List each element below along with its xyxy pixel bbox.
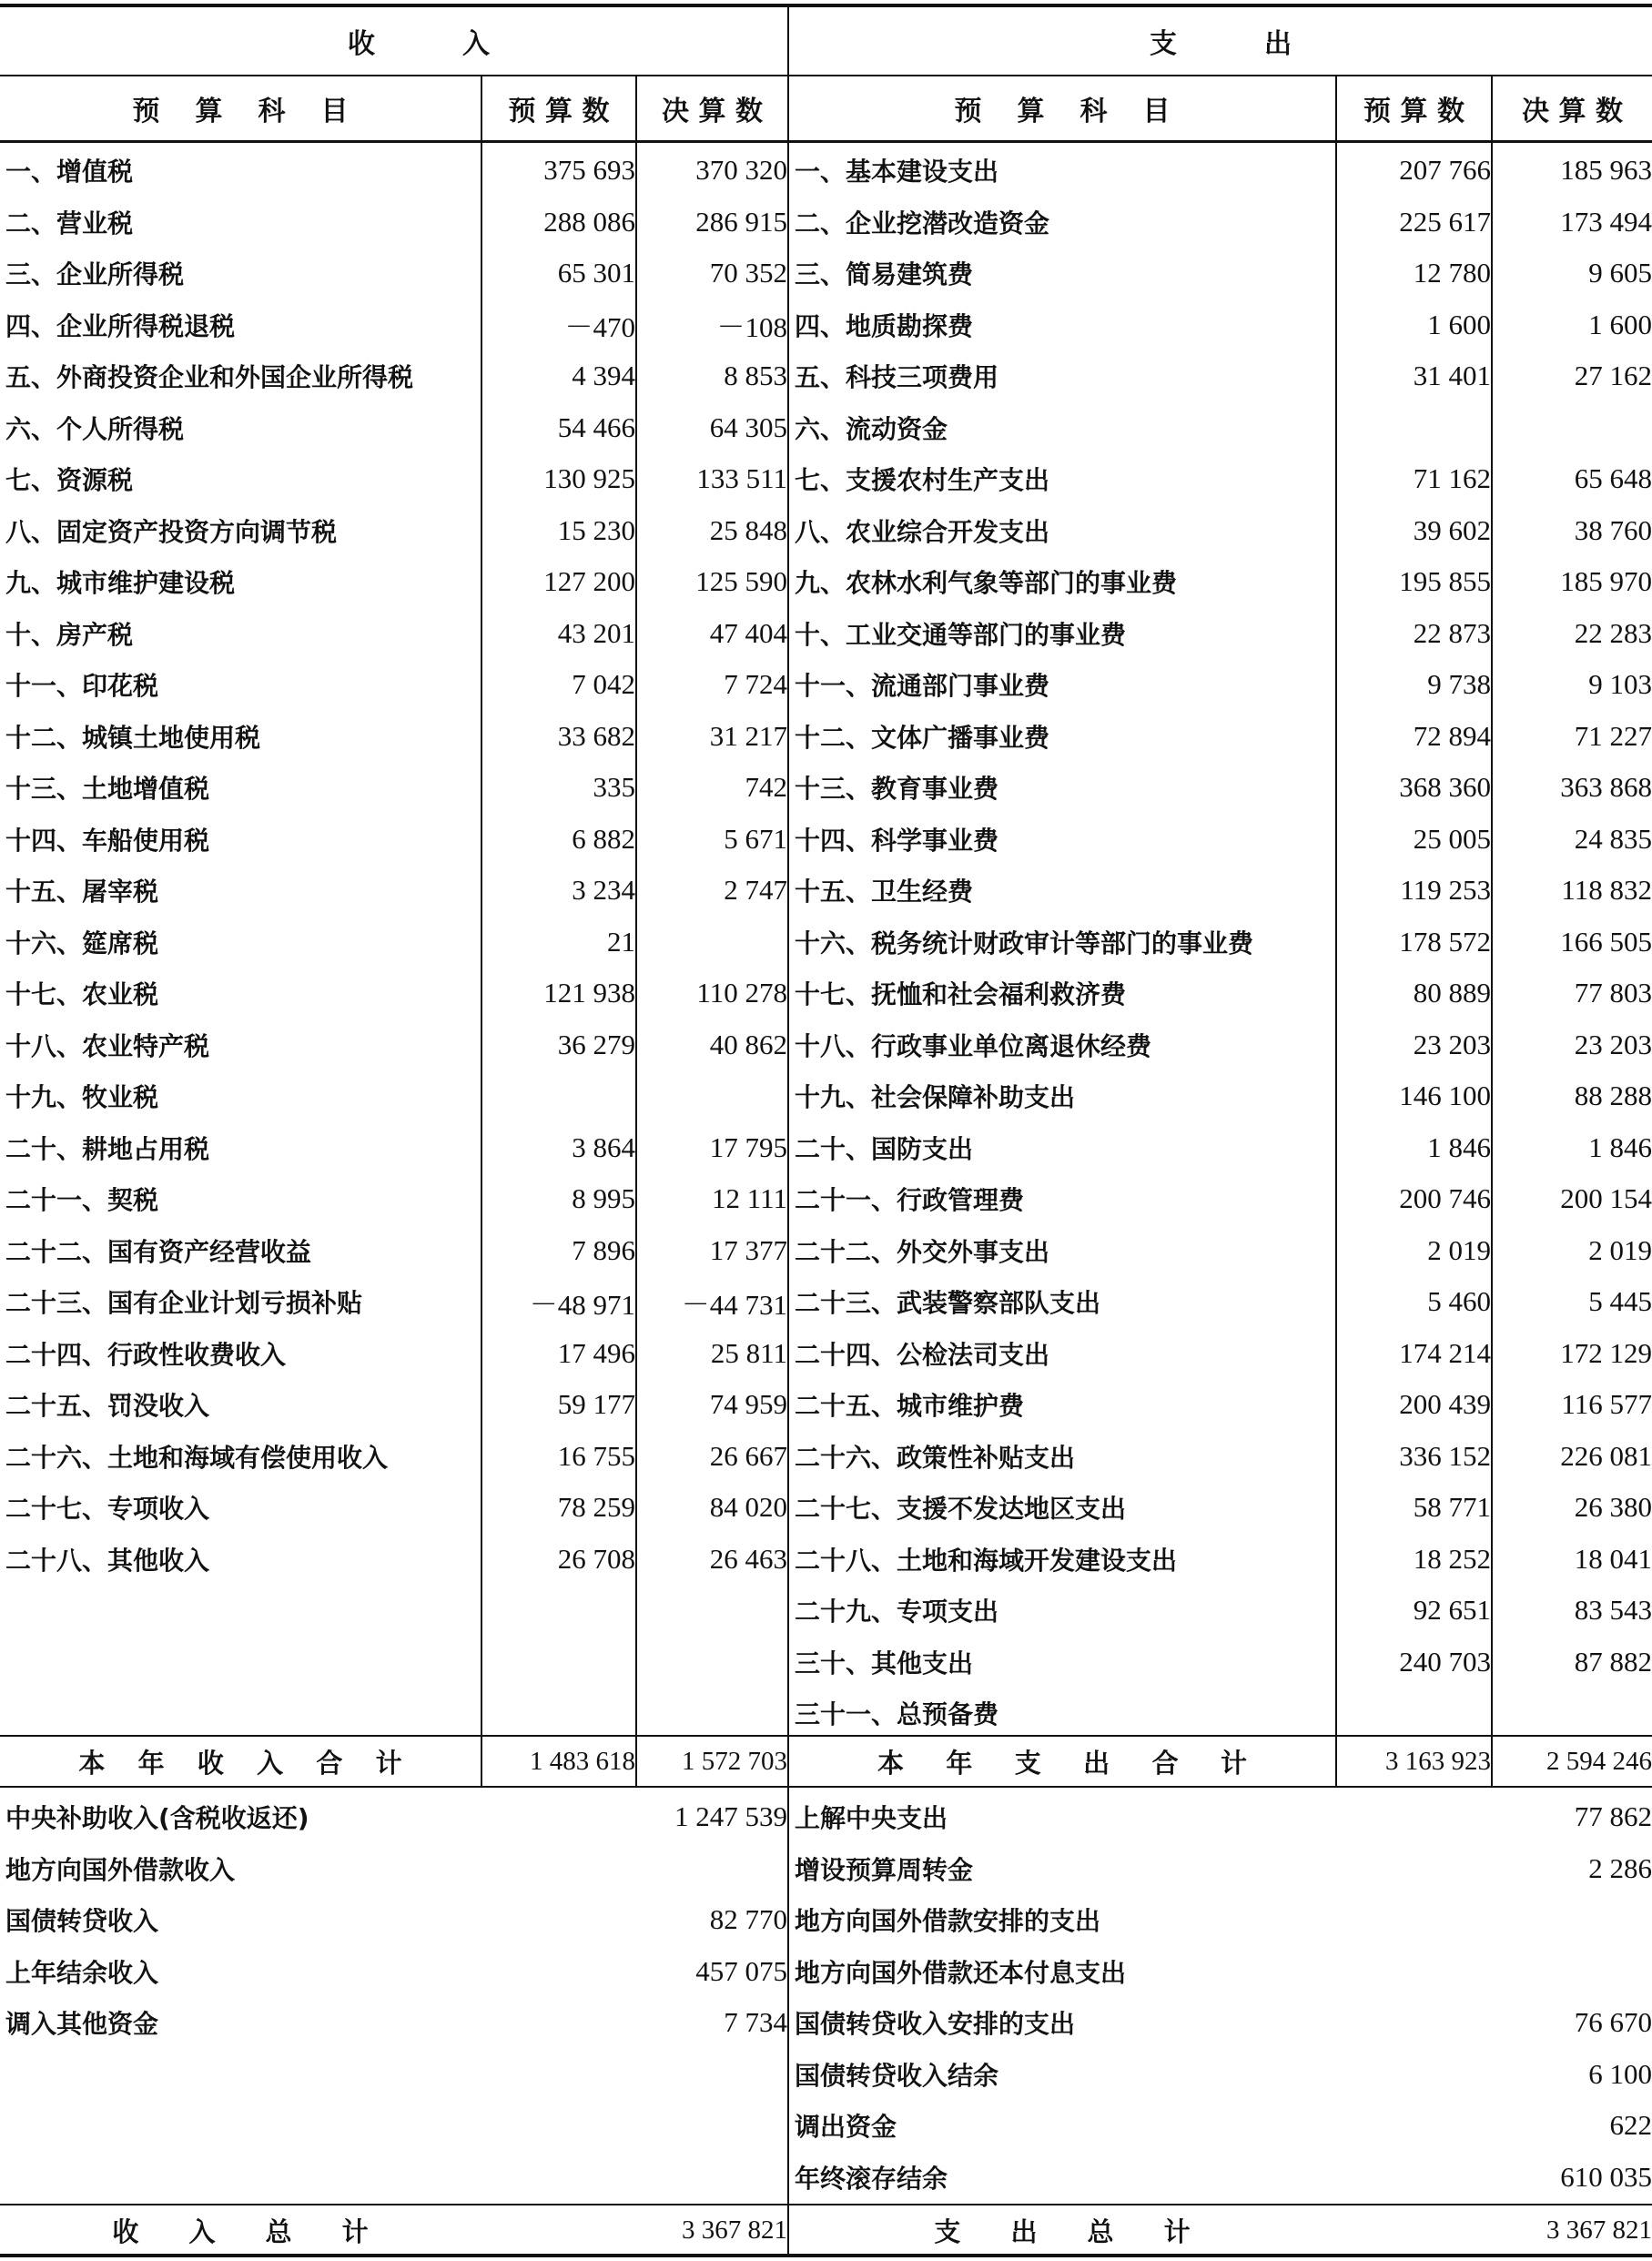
exp-item-cell: 二十二、外交外事支出 [795, 1236, 1050, 1267]
table-row [0, 1379, 1652, 1431]
exp-extra-value-cell: 77 862 [1574, 1800, 1652, 1833]
exp-budget-cell: 31 401 [1413, 360, 1491, 392]
exp-item-cell: 二十一、行政管理费 [795, 1185, 1025, 1216]
income-budget-cell: 16 755 [557, 1439, 635, 1472]
income-item-cell: 十二、城镇土地使用税 [5, 722, 261, 753]
income-budget-cell: 3 864 [572, 1130, 635, 1163]
exp-budget-cell: 207 766 [1399, 154, 1491, 187]
exp-item-cell: 二、企业挖潜改造资金 [795, 208, 1050, 238]
income-final-cell [637, 917, 795, 968]
income-year-total-final: 1 572 703 [682, 1746, 787, 1776]
exp-final-cell: 38 760 [1574, 513, 1652, 546]
exp-col-final-text: 决算数 [1522, 96, 1633, 127]
table-row [0, 814, 1652, 866]
exp-item-cell: 三十一、总预备费 [795, 1699, 999, 1730]
income-item-cell: 二十二、国有资产经营收益 [5, 1236, 312, 1267]
income-final-cell: 26 463 [709, 1542, 787, 1575]
exp-extra-value-cell: 622 [1609, 2109, 1652, 2142]
income-item-cell: 四、企业所得税退税 [5, 310, 236, 341]
income-final-cell: 286 915 [695, 205, 787, 238]
exp-grand-total-label [789, 2205, 1335, 2256]
exp-extra-item-cell: 年终滚存结余 [795, 2163, 948, 2194]
income-budget-cell: 6 882 [572, 822, 635, 855]
income-col-item-text: 预算科目 [132, 96, 384, 127]
income-extra-item-cell: 中央补助收入(含税收返还) [5, 1803, 309, 1834]
table-row [0, 762, 1652, 814]
exp-final-cell: 116 577 [1561, 1388, 1652, 1421]
exp-final-cell: 1 846 [1588, 1130, 1652, 1163]
table-row [0, 197, 1652, 248]
exp-extra-item-cell: 国债转贷收入安排的支出 [795, 2009, 1076, 2040]
exp-budget-cell: 225 617 [1399, 205, 1491, 238]
income-budget-cell [482, 1688, 643, 1739]
income-budget-cell: 7 896 [572, 1233, 635, 1266]
income-item-cell: 十四、车船使用税 [5, 825, 210, 856]
income-item-cell [0, 1585, 486, 1637]
income-item-cell [0, 1637, 486, 1688]
table-row [0, 1894, 1652, 1946]
income-extra-item-cell [0, 2100, 486, 2152]
income-item-cell: 九、城市维护建设税 [5, 568, 236, 599]
table-row [0, 711, 1652, 763]
exp-final-cell: 185 970 [1560, 565, 1652, 598]
income-final-cell: 25 848 [709, 513, 787, 546]
table-row [0, 299, 1652, 351]
income-final-cell: 25 811 [710, 1336, 787, 1369]
exp-extra-value-cell [1337, 1946, 1652, 1998]
income-final-cell: 40 862 [709, 1028, 787, 1060]
exp-item-cell: 十七、抚恤和社会福利救济费 [795, 979, 1127, 1010]
income-item-cell: 十六、筵席税 [5, 928, 159, 958]
exp-budget-cell: 71 162 [1413, 462, 1491, 495]
income-budget-cell [482, 1070, 643, 1122]
exp-budget-cell: 200 746 [1399, 1182, 1491, 1215]
exp-item-cell: 七、支援农村生产支出 [795, 465, 1050, 496]
income-final-cell: －44 731 [681, 1288, 787, 1321]
exp-final-cell [1493, 1688, 1652, 1739]
expenditure-heading-text: 支出 [1150, 28, 1379, 60]
grand-totals-row [0, 2205, 1652, 2256]
table-row [0, 556, 1652, 608]
exp-item-cell: 四、地质勘探费 [795, 310, 974, 341]
income-item-cell: 三、企业所得税 [5, 259, 185, 290]
table-row [0, 1585, 1652, 1637]
exp-final-cell: 23 203 [1574, 1028, 1652, 1060]
income-budget-cell: 59 177 [557, 1388, 635, 1421]
exp-extra-value-cell: 6 100 [1588, 2057, 1652, 2090]
exp-budget-cell: 5 460 [1427, 1285, 1491, 1318]
income-final-cell: 64 305 [709, 411, 787, 443]
exp-item-cell: 八、农业综合开发支出 [795, 516, 1050, 547]
exp-budget-cell: 240 703 [1399, 1645, 1491, 1678]
table-row [0, 1328, 1652, 1380]
income-final-cell [637, 1585, 795, 1637]
income-item-cell: 二十、耕地占用税 [5, 1133, 210, 1164]
exp-final-cell: 1 600 [1588, 308, 1652, 340]
exp-final-cell: 173 494 [1560, 205, 1652, 238]
exp-final-cell: 166 505 [1560, 925, 1652, 958]
income-final-cell: 84 020 [709, 1491, 787, 1524]
exp-budget-cell: 9 738 [1427, 668, 1491, 701]
exp-col-item-text: 预算科目 [954, 96, 1206, 127]
exp-year-total-label-text: 本年支出合计 [877, 1747, 1290, 1779]
income-budget-cell: 43 201 [557, 616, 635, 649]
exp-budget-cell: 18 252 [1413, 1542, 1491, 1575]
income-budget-cell [482, 1585, 643, 1637]
exp-budget-cell [1337, 402, 1498, 454]
income-budget-cell: 7 042 [572, 668, 635, 701]
exp-col-final [1493, 76, 1652, 140]
income-final-cell: 74 959 [709, 1388, 787, 1421]
table-row [0, 2100, 1652, 2152]
income-extra-item-cell: 调入其他资金 [5, 2009, 159, 2040]
table-row [0, 453, 1652, 505]
income-extra-value-cell [482, 2100, 795, 2152]
income-heading-text: 收入 [348, 28, 577, 60]
exp-final-cell [1493, 402, 1652, 454]
income-budget-cell: 127 200 [543, 565, 635, 598]
exp-extra-value-cell [1337, 1894, 1652, 1946]
exp-item-cell: 十一、流通部门事业费 [795, 671, 1050, 702]
table-row [0, 1173, 1652, 1225]
exp-year-total-final: 2 594 246 [1546, 1746, 1652, 1776]
exp-item-cell: 三十、其他支出 [795, 1648, 974, 1678]
income-col-item [0, 76, 481, 140]
exp-item-cell: 二十六、政策性补贴支出 [795, 1442, 1076, 1473]
table-row [0, 1276, 1652, 1328]
income-item-cell: 二十一、契税 [5, 1185, 159, 1216]
table-row [0, 350, 1652, 402]
exp-extra-value-cell: 76 670 [1574, 2006, 1652, 2039]
income-year-total-label-text: 本年收入合计 [78, 1747, 435, 1779]
exp-budget-cell: 146 100 [1399, 1080, 1491, 1112]
year-totals-row [0, 1736, 1652, 1787]
exp-extra-item-cell: 上解中央支出 [795, 1803, 948, 1834]
table-row [0, 1431, 1652, 1483]
exp-year-total-budget: 3 163 923 [1385, 1746, 1491, 1776]
exp-final-cell: 363 868 [1560, 771, 1652, 804]
exp-item-cell: 二十三、武装警察部队支出 [795, 1288, 1101, 1319]
exp-item-cell: 二十五、城市维护费 [795, 1391, 1025, 1422]
table-row [0, 659, 1652, 711]
income-item-cell: 十一、印花税 [5, 671, 159, 702]
exp-item-cell: 十五、卫生经费 [795, 877, 974, 907]
income-budget-cell: 78 259 [557, 1491, 635, 1524]
table-row [0, 1070, 1652, 1122]
income-budget-cell: 33 682 [557, 719, 635, 752]
income-budget-cell: 8 995 [572, 1182, 635, 1215]
exp-item-cell: 二十、国防支出 [795, 1133, 974, 1164]
income-year-total-budget: 1 483 618 [530, 1746, 635, 1776]
exp-final-cell: 77 803 [1574, 977, 1652, 1009]
income-budget-cell: 17 496 [557, 1336, 635, 1369]
table-row [0, 968, 1652, 1019]
income-item-cell: 十九、牧业税 [5, 1082, 159, 1113]
income-year-total-label [0, 1736, 481, 1787]
table-row [0, 1637, 1652, 1688]
exp-final-cell: 26 380 [1574, 1491, 1652, 1524]
exp-budget-cell: 80 889 [1413, 977, 1491, 1009]
income-final-cell: 7 724 [724, 668, 787, 701]
income-budget-cell: 3 234 [572, 874, 635, 907]
income-col-final [637, 76, 787, 140]
income-heading [0, 7, 813, 75]
income-final-cell: 110 278 [696, 977, 787, 1009]
income-extra-item-cell [0, 2049, 486, 2101]
table-row [0, 1482, 1652, 1534]
income-item-cell: 二十六、土地和海域有偿使用收入 [5, 1442, 389, 1473]
exp-col-budget [1337, 76, 1491, 140]
income-budget-cell: 21 [607, 925, 635, 958]
exp-item-cell: 十三、教育事业费 [795, 774, 999, 805]
income-item-cell: 一、增值税 [5, 157, 134, 188]
income-extra-value-cell: 7 734 [724, 2006, 787, 2039]
exp-budget-cell: 58 771 [1413, 1491, 1491, 1524]
income-item-cell: 七、资源税 [5, 465, 134, 496]
exp-budget-cell: 195 855 [1399, 565, 1491, 598]
income-final-cell: 26 667 [709, 1439, 787, 1472]
table-row [0, 1843, 1652, 1895]
income-item-cell: 二十八、其他收入 [5, 1545, 210, 1576]
exp-budget-cell: 72 894 [1413, 719, 1491, 752]
exp-item-cell: 十八、行政事业单位离退休经费 [795, 1030, 1152, 1061]
exp-final-cell: 9 605 [1588, 257, 1652, 289]
exp-budget-cell: 178 572 [1399, 925, 1491, 958]
income-budget-cell: 130 925 [543, 462, 635, 495]
income-extra-value-cell [482, 2049, 795, 2101]
table-row [0, 2152, 1652, 2204]
exp-final-cell: 87 882 [1574, 1645, 1652, 1678]
income-item-cell: 二十三、国有企业计划亏损补贴 [5, 1288, 363, 1319]
exp-item-cell: 十四、科学事业费 [795, 825, 999, 856]
income-final-cell [637, 1637, 795, 1688]
exp-item-cell: 十六、税务统计财政审计等部门的事业费 [795, 928, 1254, 958]
income-budget-cell: 375 693 [543, 154, 635, 187]
exp-grand-total-value: 3 367 821 [1546, 2215, 1652, 2245]
income-extra-value-cell: 82 770 [709, 1903, 787, 1936]
exp-final-cell: 88 288 [1574, 1080, 1652, 1112]
exp-extra-value-cell: 610 035 [1560, 2160, 1652, 2193]
income-final-cell: 47 404 [709, 616, 787, 649]
exp-final-cell: 2 019 [1588, 1233, 1652, 1266]
exp-final-cell: 200 154 [1560, 1182, 1652, 1215]
income-final-cell: 70 352 [709, 257, 787, 289]
income-final-cell: 125 590 [695, 565, 787, 598]
income-budget-cell: 121 938 [543, 977, 635, 1009]
table-row [0, 1019, 1652, 1071]
income-item-cell: 二十四、行政性收费收入 [5, 1339, 287, 1370]
income-final-cell: 2 747 [724, 874, 787, 907]
income-item-cell: 二、营业税 [5, 208, 134, 238]
exp-item-cell: 二十四、公检法司支出 [795, 1339, 1050, 1370]
exp-budget-cell: 22 873 [1413, 616, 1491, 649]
income-item-cell: 十五、屠宰税 [5, 877, 159, 907]
exp-final-cell: 22 283 [1574, 616, 1652, 649]
table-row [0, 1225, 1652, 1277]
income-extra-value-cell: 1 247 539 [674, 1800, 787, 1833]
income-extra-value-cell [482, 2152, 795, 2204]
exp-final-cell: 172 129 [1560, 1336, 1652, 1369]
income-budget-cell: 15 230 [557, 513, 635, 546]
income-budget-cell: 288 086 [543, 205, 635, 238]
income-item-cell: 二十七、专项收入 [5, 1494, 210, 1525]
exp-final-cell: 118 832 [1561, 874, 1652, 907]
table-row [0, 608, 1652, 660]
exp-item-cell: 十、工业交通等部门的事业费 [795, 619, 1127, 650]
income-budget-cell: 4 394 [572, 360, 635, 392]
exp-item-cell: 十二、文体广播事业费 [795, 722, 1050, 753]
exp-extra-item-cell: 地方向国外借款安排的支出 [795, 1906, 1101, 1937]
income-final-cell: 17 377 [709, 1233, 787, 1266]
exp-extra-item-cell: 国债转贷收入结余 [795, 2060, 999, 2091]
income-item-cell: 六、个人所得税 [5, 413, 185, 444]
income-final-cell [637, 1688, 795, 1739]
table-row [0, 1791, 1652, 1843]
exp-item-cell: 二十八、土地和海域开发建设支出 [795, 1545, 1178, 1576]
income-final-cell: 5 671 [724, 822, 787, 855]
income-final-cell: 12 111 [712, 1182, 787, 1215]
income-grand-total-value: 3 367 821 [682, 2215, 787, 2245]
exp-item-cell: 六、流动资金 [795, 413, 948, 444]
income-col-final-text: 决算数 [662, 96, 773, 127]
table-row [0, 2049, 1652, 2101]
exp-final-cell: 226 081 [1560, 1439, 1652, 1472]
exp-budget-cell: 92 651 [1413, 1594, 1491, 1627]
income-item-cell [0, 1688, 486, 1739]
expenditure-heading [789, 7, 1652, 75]
exp-col-item [789, 76, 1335, 140]
exp-budget-cell: 368 360 [1399, 771, 1491, 804]
exp-item-cell: 二十九、专项支出 [795, 1597, 999, 1627]
exp-final-cell: 5 445 [1588, 1285, 1652, 1318]
exp-final-cell: 83 543 [1574, 1594, 1652, 1627]
income-budget-cell: 36 279 [557, 1028, 635, 1060]
exp-budget-cell: 174 214 [1399, 1336, 1491, 1369]
income-budget-cell: －48 971 [529, 1288, 635, 1321]
income-budget-cell: 335 [593, 771, 635, 804]
income-extra-value-cell: 457 075 [695, 1954, 787, 1987]
table-row [0, 917, 1652, 968]
exp-budget-cell [1337, 1688, 1498, 1739]
exp-final-cell: 18 041 [1574, 1542, 1652, 1575]
exp-budget-cell: 23 203 [1413, 1028, 1491, 1060]
table-row [0, 1946, 1652, 1998]
exp-grand-total-label-text: 支出总计 [934, 2215, 1241, 2247]
exp-year-total-label [789, 1736, 1335, 1787]
income-budget-cell: 54 466 [557, 411, 635, 443]
exp-budget-cell: 39 602 [1413, 513, 1491, 546]
table-row [0, 1997, 1652, 2049]
income-item-cell: 十三、土地增值税 [5, 774, 210, 805]
exp-budget-cell: 200 439 [1399, 1388, 1491, 1421]
exp-budget-cell: 12 780 [1413, 257, 1491, 289]
income-item-cell: 十、房产税 [5, 619, 134, 650]
income-budget-cell [482, 1637, 643, 1688]
exp-budget-cell: 1 600 [1427, 308, 1491, 340]
income-budget-cell: 65 301 [557, 257, 635, 289]
income-budget-cell: －470 [564, 311, 635, 344]
exp-item-cell: 十九、社会保障补助支出 [795, 1082, 1076, 1113]
income-extra-item-cell: 上年结余收入 [5, 1957, 159, 1988]
header-rule-2 [0, 140, 1652, 143]
income-item-cell: 五、外商投资企业和外国企业所得税 [5, 362, 414, 393]
income-final-cell: 17 795 [709, 1130, 787, 1163]
income-grand-total-label-text: 收入总计 [112, 2215, 419, 2247]
income-item-cell: 十七、农业税 [5, 979, 159, 1010]
income-final-cell: 31 217 [709, 719, 787, 752]
income-item-cell: 十八、农业特产税 [5, 1030, 210, 1061]
income-extra-item-cell [0, 2152, 486, 2204]
exp-final-cell: 27 162 [1574, 360, 1652, 392]
table-row [0, 1688, 1652, 1739]
income-extra-value-cell [482, 1843, 795, 1895]
exp-item-cell: 三、简易建筑费 [795, 259, 974, 290]
exp-item-cell: 一、基本建设支出 [795, 157, 999, 188]
income-final-cell [637, 1070, 795, 1122]
exp-budget-cell: 119 253 [1400, 874, 1491, 907]
income-final-cell: 370 320 [695, 154, 787, 187]
income-final-cell: －108 [716, 311, 787, 344]
exp-budget-cell: 336 152 [1399, 1439, 1491, 1472]
income-budget-cell: 26 708 [557, 1542, 635, 1575]
exp-final-cell: 65 648 [1574, 462, 1652, 495]
income-col-budget-text: 预算数 [508, 96, 619, 127]
income-item-cell: 二十五、罚没收入 [5, 1391, 210, 1422]
exp-final-cell: 71 227 [1574, 719, 1652, 752]
income-final-cell: 133 511 [696, 462, 787, 495]
table-row [0, 402, 1652, 454]
exp-extra-item-cell: 调出资金 [795, 2112, 897, 2143]
exp-extra-item-cell: 地方向国外借款还本付息支出 [795, 1957, 1127, 1988]
income-extra-item-cell: 国债转贷收入 [5, 1906, 159, 1937]
table-row [0, 865, 1652, 917]
income-grand-total-label [0, 2205, 481, 2256]
exp-final-cell: 9 103 [1588, 668, 1652, 701]
table-row [0, 248, 1652, 299]
exp-budget-cell: 2 019 [1427, 1233, 1491, 1266]
exp-budget-cell: 1 846 [1427, 1130, 1491, 1163]
table-row [0, 145, 1652, 197]
income-extra-item-cell: 地方向国外借款收入 [5, 1854, 236, 1885]
exp-extra-item-cell: 增设预算周转金 [795, 1854, 974, 1885]
exp-final-cell: 185 963 [1560, 154, 1652, 187]
exp-item-cell: 九、农林水利气象等部门的事业费 [795, 568, 1178, 599]
income-final-cell: 742 [745, 771, 787, 804]
table-row [0, 1122, 1652, 1174]
income-col-budget [482, 76, 635, 140]
exp-final-cell: 24 835 [1574, 822, 1652, 855]
exp-extra-value-cell: 2 286 [1588, 1851, 1652, 1884]
income-item-cell: 八、固定资产投资方向调节税 [5, 516, 338, 547]
exp-budget-cell: 25 005 [1413, 822, 1491, 855]
exp-col-budget-text: 预算数 [1363, 96, 1475, 127]
exp-item-cell: 五、科技三项费用 [795, 362, 999, 393]
table-row [0, 505, 1652, 557]
income-final-cell: 8 853 [724, 360, 787, 392]
table-row [0, 1534, 1652, 1586]
exp-item-cell: 二十七、支援不发达地区支出 [795, 1494, 1127, 1525]
